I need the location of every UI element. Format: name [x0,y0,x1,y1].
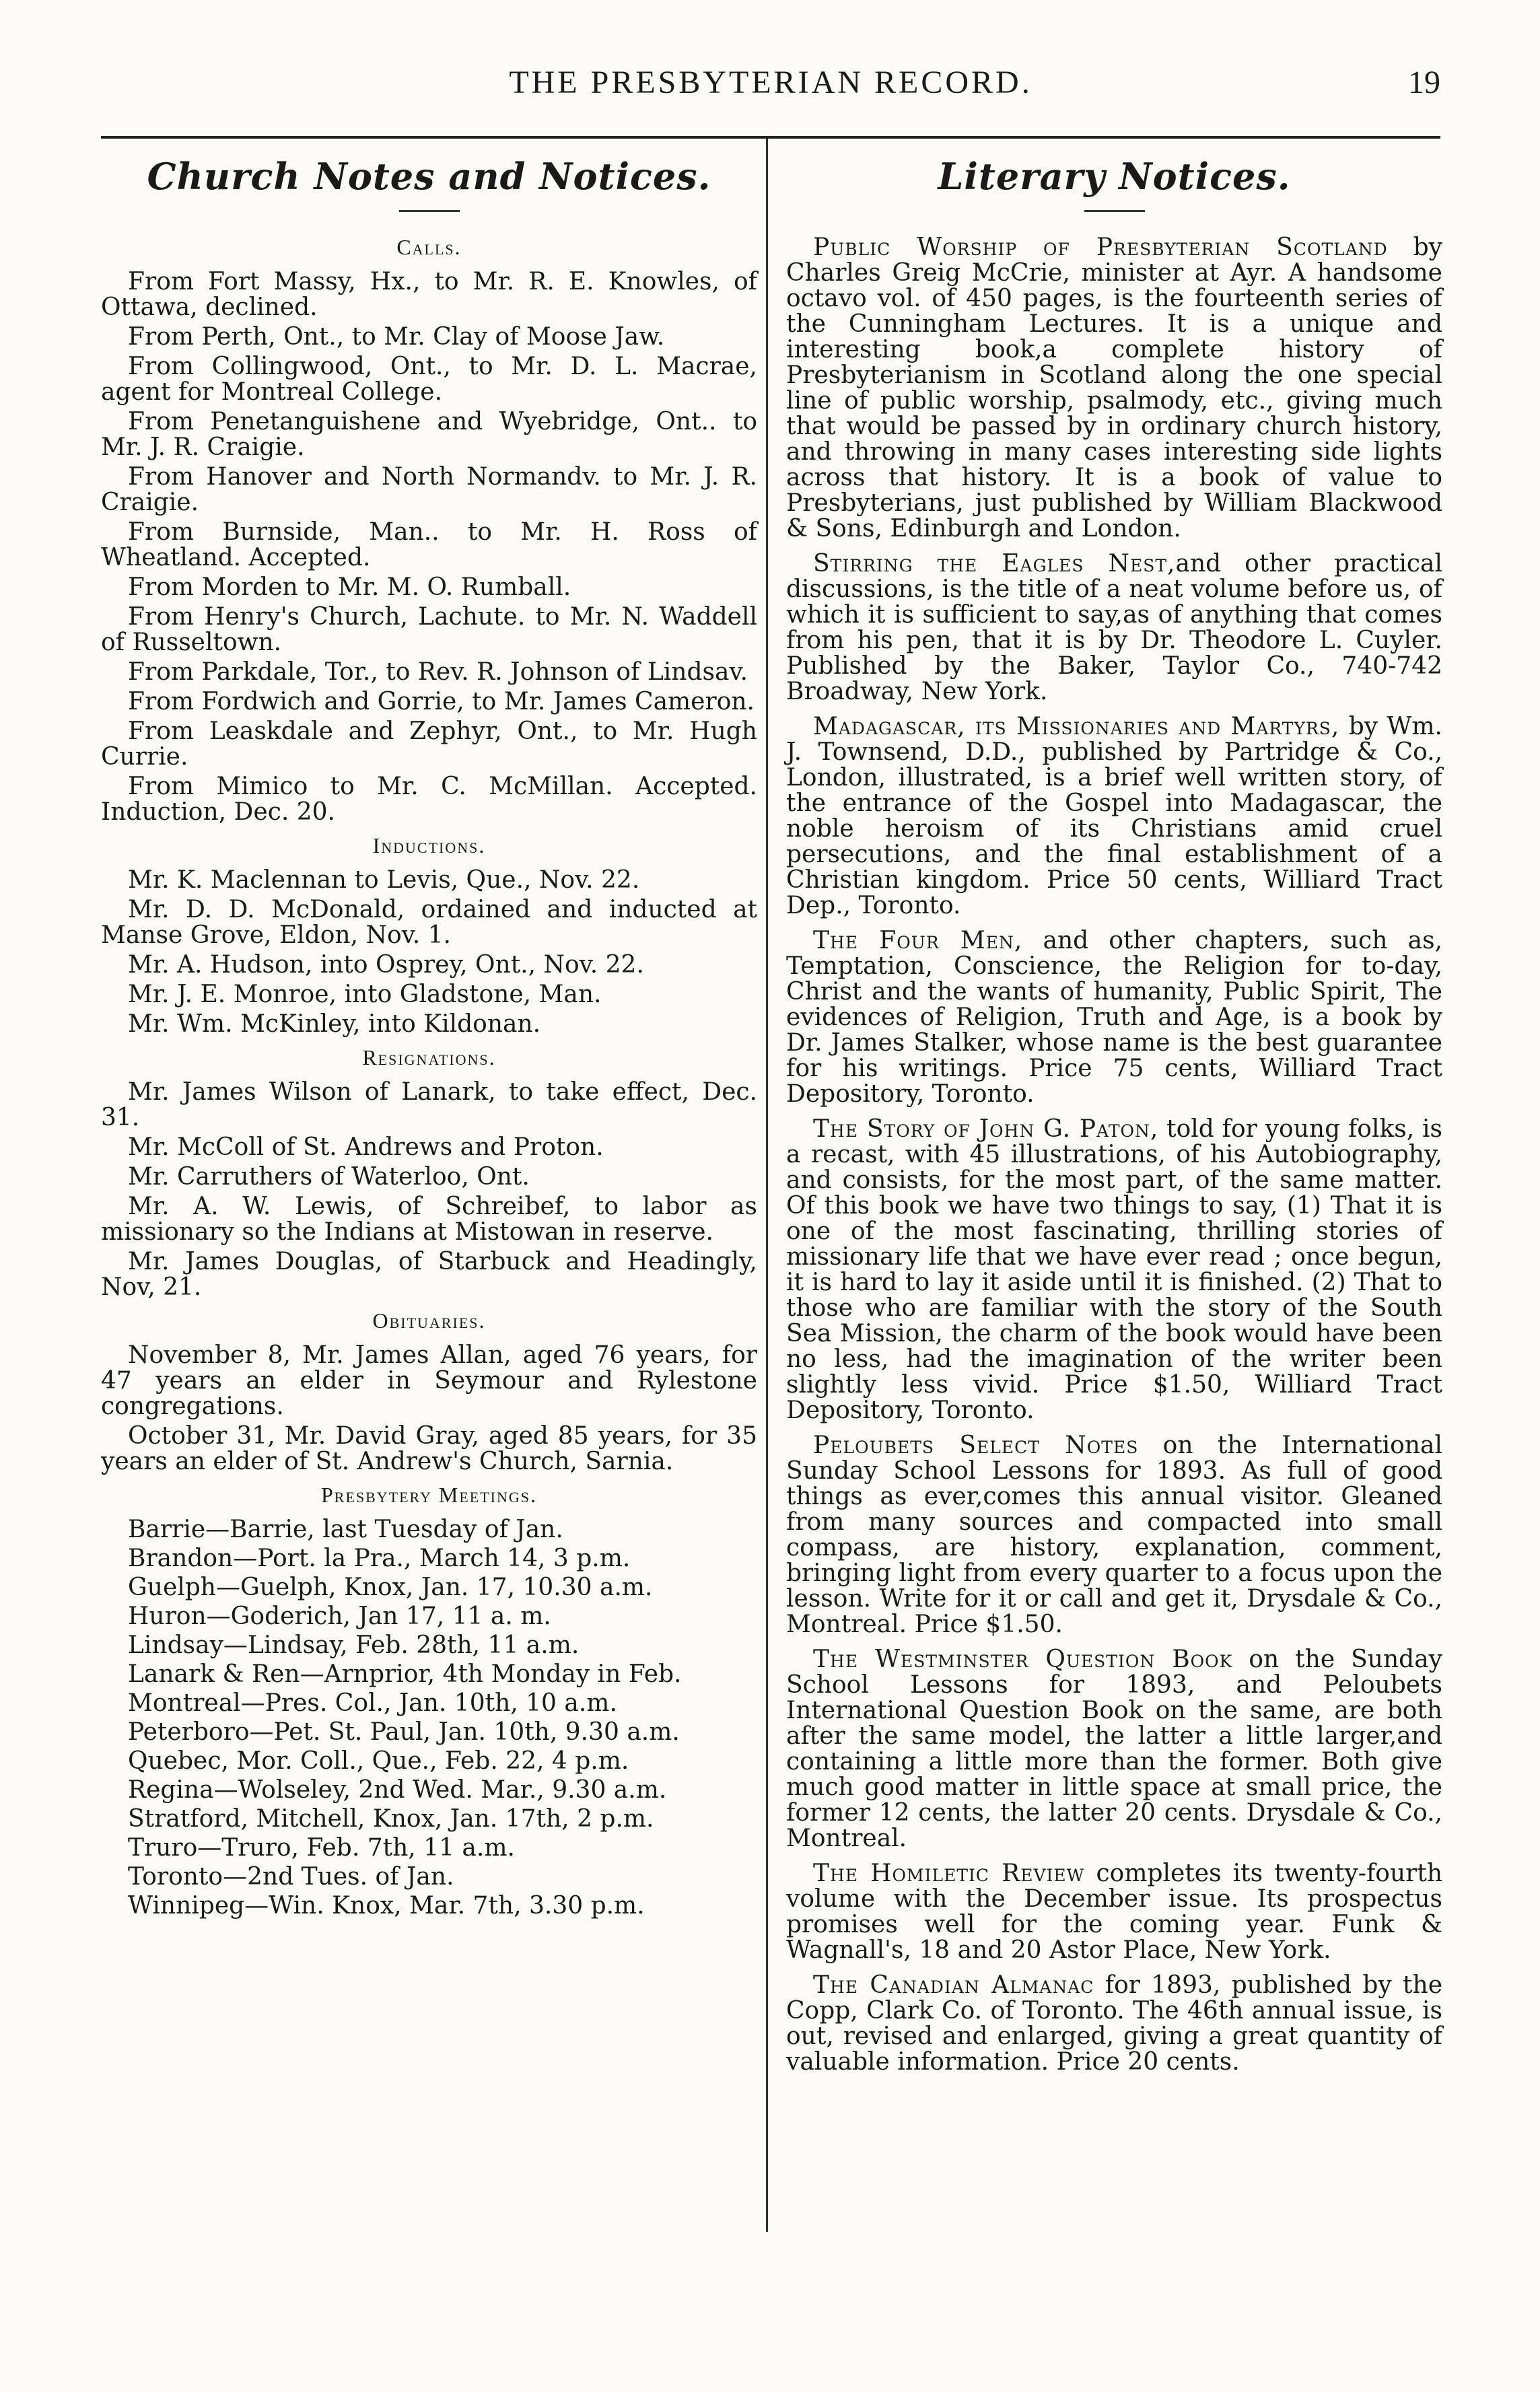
list-item: Lanark & Ren—Arnprior, 4th Monday in Feb. [128,1660,682,1688]
obituaries-heading: Obituaries. [372,1308,486,1333]
list-item: Mr. J. E. Monroe, into Gladstone, Man. [128,981,602,1008]
page-number: 19 [1408,65,1440,100]
list-item: Mr. McColl of St. Andrews and Proton. [128,1133,604,1161]
literary-notice [786,1117,1442,1423]
list-item: From Henry's Church, Lachute. to Mr. N. Waddell of Russeltown. [101,603,757,656]
list-item: Guelph—Guelph, Knox, Jan. 17, 10.30 a.m. [128,1574,653,1601]
notice-lead: Stirring the Eagles Nest, [813,550,1176,577]
literary-notice [786,714,1442,919]
obituaries-list [101,1343,757,1475]
list-item: From Fordwich and Gorrie, to Mr. James Cameron. [128,688,755,715]
column-divider [766,139,768,2232]
literary-notice [786,928,1442,1107]
heading-rule [1084,210,1145,212]
notice-text: told for young folks, is a recast, with 45 illustrations, of his Autobiography, and consists, for the most part, of the same matter. Of this book we have two things to say, (1) That it is one of the most fascinating, thrilling stories of missionary life that we have ever read ; once begun, it is hard to lay it aside until it is finished. (2) That to those who are familiar with the story of the South Sea Mission, the charm of the book would have been no less, had the imagination of the writer been slightly less vivid. Price $1.50, Williard Tract Depository, Toronto. [786,1115,1442,1424]
list-item: November 8, Mr. James Allan, aged 76 years, for 47 years an elder in Seymour and Rylestone congregations. [101,1341,757,1420]
notice-lead: The Canadian Almanac [813,1971,1094,1999]
list-item: Winnipeg—Win. Knox, Mar. 7th, 3.30 p.m. [128,1892,645,1920]
list-item: From Mimico to Mr. C. McMillan. Accepted. Induction, Dec. 20. [101,773,757,826]
notice-lead: Public Worship of Presbyterian Scotland [813,234,1388,261]
header-rule [101,136,1440,139]
list-item: Toronto—2nd Tues. of Jan. [128,1863,454,1891]
notice-lead: The Homiletic Review [813,1860,1085,1887]
list-item: Mr. K. Maclennan to Levis, Que., Nov. 22. [128,866,640,894]
notice-text: by Charles Greig McCrie, minister at Ayr. A handsome octavo vol. of 450 pages, is the fourteenth series of the Cunningham Lectures. It is a unique and interesting book,a complete history of Presbyterianism in Scotland along the one special line of public worship, psalmody, etc., giving much that would be passed by in ordinary church history, and throwing in many cases interesting side lights across that history. It is a book of value to Presbyterians, just published by William Blackwood & Sons, Edinburgh and London. [786,234,1443,542]
list-item: Mr. Carruthers of Waterloo, Ont. [128,1163,530,1191]
list-item: Mr. A. Hudson, into Osprey, Ont., Nov. 22. [128,951,644,979]
literary-notice [786,1647,1442,1852]
heading-rule [399,210,460,212]
list-item: Lindsay—Lindsay, Feb. 28th, 11 a.m. [128,1631,580,1659]
resignations-list [101,1080,757,1300]
literary-notice [786,1433,1442,1638]
resignations-heading: Resignations. [362,1045,496,1069]
notice-text: for 1893, published by the Copp, Clark Co. of Toronto. The 46th annual issue, is out, revised and enlarged, giving a great quantity of valuable information. Price 20 cents. [786,1971,1443,2076]
list-item: From Hanover and North Normandv. to Mr. J. R. Craigie. [101,463,757,516]
list-item: Mr. James Douglas, of Starbuck and Headingly, Nov, 21. [101,1248,757,1301]
list-item: Quebec, Mor. Coll., Que., Feb. 22, 4 p.m. [128,1747,629,1775]
list-item: From Fort Massy, Hx., to Mr. R. E. Knowles, of Ottawa, declined. [101,268,757,321]
notice-text: by Wm. J. Townsend, D.D., published by Partridge & Co., London, illustrated, is a brief well written story, of the entrance of the Gospel into Madagascar, the noble heroism of its Christians amid cruel persecutions, and the final establishment of a Christian kingdom. Price 50 cents, Williard Tract Dep., Toronto. [786,713,1442,919]
list-item: Huron—Goderich, Jan 17, 11 a. m. [128,1603,551,1630]
notice-lead: The Four Men, [813,927,1023,954]
inductions-heading: Inductions. [372,833,486,857]
list-item: Truro—Truro, Feb. 7th, 11 a.m. [128,1834,515,1862]
notice-text: and other chapters, such as, Temptation, Conscience, the Religion for to-day, Christ and the wants of humanity, Public Spirit, The evidences of Religion, Truth and Age, is a book by Dr. James Stalker, whose name is the best guarantee for his writings. Price 75 cents, Williard Tract Depository, Toronto. [786,927,1442,1108]
list-item: Montreal—Pres. Col., Jan. 10th, 10 a.m. [128,1689,617,1717]
list-item: Regina—Wolseley, 2nd Wed. Mar., 9.30 a.m. [128,1776,667,1804]
literary-notice [786,1861,1442,1963]
calls-heading: Calls. [396,235,462,259]
list-item: Barrie—Barrie, last Tuesday of Jan. [128,1516,563,1543]
journal-title: THE PRESBYTERIAN RECORD. [509,65,1032,100]
list-item: Mr. James Wilson of Lanark, to take effect, Dec. 31. [101,1078,757,1131]
list-item: October 31, Mr. David Gray, aged 85 years, for 35 years an elder of St. Andrew's Church, Sarnia. [101,1422,757,1475]
literary-notice [786,235,1442,542]
list-item: From Burnside, Man.. to Mr. H. Ross of Wheatland. Accepted. [101,518,757,571]
notice-text: and other practical discussions, is the title of a neat volume before us, of which it is sufficient to say,as of anything that comes from his pen, that it is by Dr. Theodore L. Cuyler. Published by the Baker, Taylor Co., 740-742 Broadway, New York. [786,550,1442,705]
literary-notices-heading: Literary Notices. [938,155,1291,198]
meetings-list [101,1517,757,1919]
notice-text: on the International Sunday School Lessons for 1893. As full of good things as ever,comes this annual visitor. Gleaned from many sources and compacted into small compass, are history, explanation, comment, bringing light from every quarter to a focus upon the lesson. Write for it or call and get it, Drysdale & Co., Montreal. Price $1.50. [786,1432,1443,1638]
notice-text: completes its twenty-fourth volume with the December issue. Its prospectus promises well for the coming year. Funk & Wagnall's, 18 and 20 Astor Place, New York. [786,1860,1443,1964]
church-notes-heading: Church Notes and Notices. [147,155,711,198]
notice-lead: Peloubets Select Notes [813,1432,1139,1459]
inductions-list [101,868,757,1037]
list-item: Peterboro—Pet. St. Paul, Jan. 10th, 9.30 a.m. [128,1718,680,1746]
presbytery-meetings-heading: Presbytery Meetings. [320,1483,538,1507]
notice-lead: The Story of John G. Paton, [813,1115,1159,1143]
notice-lead: The Westminster Question Book [813,1646,1233,1673]
list-item: Stratford, Mitchell, Knox, Jan. 17th, 2 p.m. [128,1805,654,1833]
literary-notice [786,1973,1442,2075]
running-header [101,64,1440,104]
list-item: Mr. Wm. McKinley, into Kildonan. [128,1010,541,1038]
list-item: From Morden to Mr. M. O. Rumball. [128,573,571,601]
notice-lead: Madagascar, its Missionaries and Martyrs, [813,713,1340,740]
list-item: Mr. A. W. Lewis, of Schreibef, to labor as missionary so the Indians at Mistowan in reserve. [101,1193,757,1246]
list-item: From Leaskdale and Zephyr, Ont., to Mr. Hugh Currie. [101,717,757,771]
left-column [101,155,757,1922]
list-item: Brandon—Port. la Pra., March 14, 3 p.m. [128,1545,631,1572]
literary-notice [786,551,1442,705]
calls-list [101,269,757,825]
list-item: From Collingwood, Ont., to Mr. D. L. Macrae, agent for Montreal College. [101,353,757,406]
list-item: Mr. D. D. McDonald, ordained and inducted at Manse Grove, Eldon, Nov. 1. [101,896,757,949]
right-column [786,155,1442,2084]
list-item: From Parkdale, Tor., to Rev. R. Johnson of Lindsav. [128,658,748,686]
notice-text: on the Sunday School Lessons for 1893, and Peloubets International Question Book on the same, are both after the same model, the latter a little larger,and containing a little more than the former. Both give much good matter in little space at small price, the former 12 cents, the latter 20 cents. Drysdale & Co., Montreal. [786,1646,1443,1852]
list-item: From Penetanguishene and Wyebridge, Ont.. to Mr. J. R. Craigie. [101,408,757,461]
list-item: From Perth, Ont., to Mr. Clay of Moose Jaw. [128,323,665,351]
